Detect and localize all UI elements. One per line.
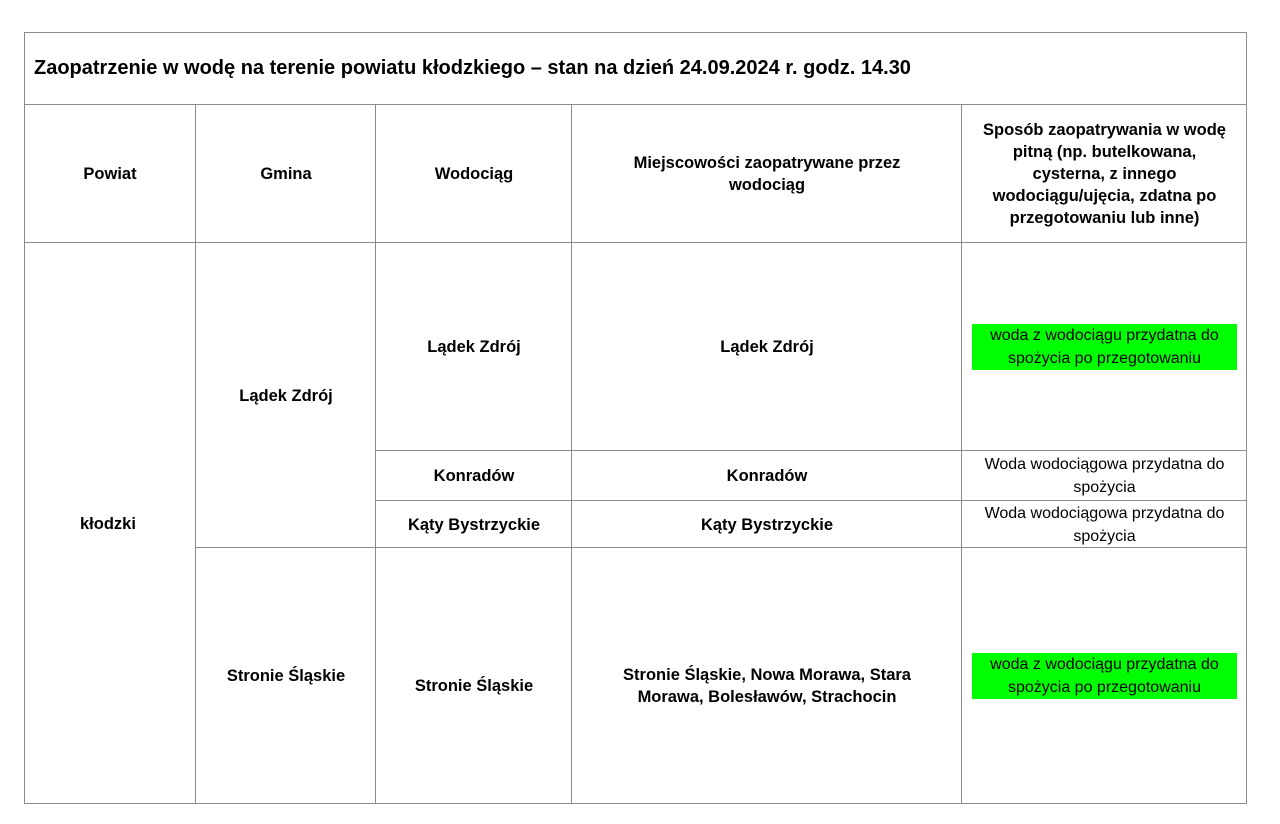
miejscowosci-cell: Stronie Śląskie, Nowa Morawa, Stara Morawa, Bolesławów, Strachocin [623,666,911,706]
wodociag-cell: Stronie Śląskie [414,677,534,695]
header-gmina: Gmina [260,165,312,183]
grid-line [24,104,1247,105]
grid-line [376,450,1247,451]
gmina-cell-stronie-slaskie: Stronie Śląskie [226,667,346,685]
gmina-cell-ladek-zdroj: Lądek Zdrój [239,386,333,405]
header-miejscowosci: Miejscowości zaopatrywane przez wodociąg [633,154,901,194]
miejscowosci-cell: Kąty Bystrzyckie [700,515,834,534]
grid-line [1246,32,1247,804]
grid-line [24,242,1247,243]
highlighted-status-text: woda z wodociągu przydatna do spożycia po przegotowaniu [972,653,1237,699]
table-title: Zaopatrzenie w wodę na terenie powiatu kłodzkiego – stan na dzień 24.09.2024 r. godz. 14.30 [34,57,911,79]
sposob-cell [962,548,1247,804]
grid-line [375,104,376,804]
sposob-cell: Woda wodociągowa przydatna do spożycia [984,504,1225,545]
header-wodociag: Wodociąg [434,165,514,183]
grid-line [24,32,1247,33]
miejscowosci-cell: Konradów [726,467,808,485]
highlighted-status-text: woda z wodociągu przydatna do spożycia po przegotowaniu [972,324,1237,370]
grid-line [961,104,962,804]
grid-line [196,547,1247,548]
header-sposob: Sposób zaopatrywania w wodę pitną (np. butelkowana, cysterna, z innego wodociągu/ujęcia, zdatna po przegotowaniu lub inne) [983,121,1226,227]
grid-line [571,104,572,804]
sposob-cell: Woda wodociągowa przydatna do spożycia [984,456,1225,496]
grid-line [195,104,196,804]
powiat-cell: kłodzki [80,514,136,533]
grid-line [24,803,1247,804]
wodociag-cell: Lądek Zdrój [427,338,521,356]
grid-line [376,500,1247,501]
header-powiat: Powiat [83,165,137,183]
miejscowosci-cell: Lądek Zdrój [720,338,814,356]
wodociag-cell: Kąty Bystrzyckie [407,515,541,534]
wodociag-cell: Konradów [433,467,515,485]
sposob-cell [962,243,1247,451]
grid-line [24,32,25,804]
